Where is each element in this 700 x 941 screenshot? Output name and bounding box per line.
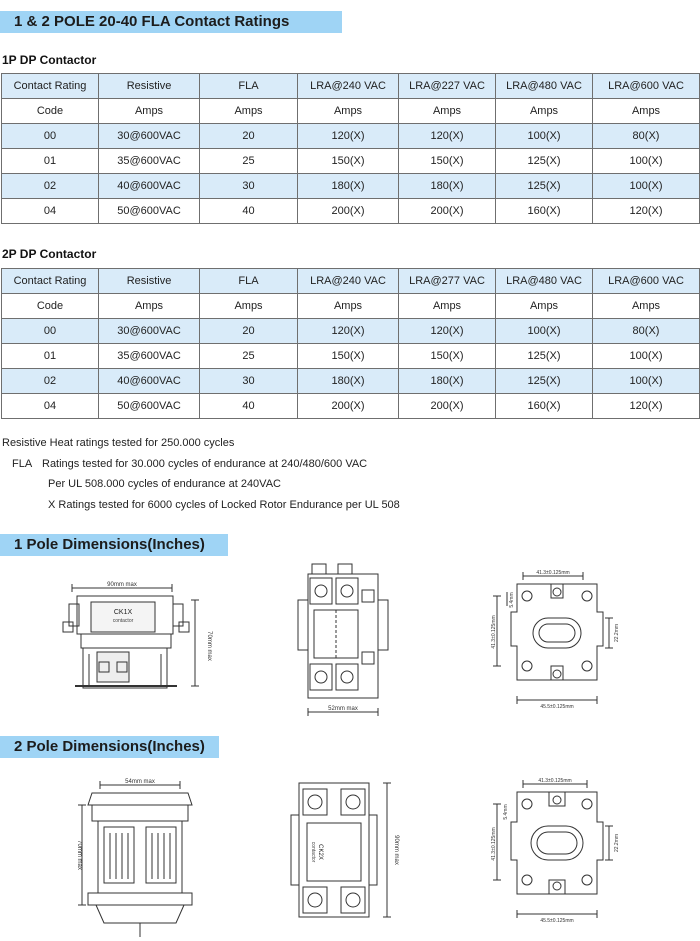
table-cell: Amps	[200, 99, 298, 124]
table-cell: 125(X)	[496, 149, 593, 174]
table-cell: 180(X)	[399, 369, 496, 394]
table-cell: 200(X)	[399, 394, 496, 419]
table-cell: 02	[2, 369, 99, 394]
dim-2p-base-left: 41.3±0.125mm	[491, 827, 497, 861]
dim-2p-base-right: 22.2mm	[614, 833, 620, 853]
table-cell: 120(X)	[399, 319, 496, 344]
table-cell: 30@600VAC	[99, 124, 200, 149]
table-cell: 125(X)	[496, 174, 593, 199]
table-units-row	[2, 294, 700, 319]
table-cell: 120(X)	[593, 394, 700, 419]
dim-1p-front-height: 70mm max	[206, 631, 212, 661]
note-resistive: Resistive Heat ratings tested for 250.000 cycles	[2, 437, 235, 449]
table-cell: 160(X)	[496, 199, 593, 224]
table-cell: 125(X)	[496, 344, 593, 369]
table-cell: Amps	[496, 294, 593, 319]
table-cell: Amps	[399, 294, 496, 319]
table-row	[2, 124, 700, 149]
table-cell: Amps	[99, 294, 200, 319]
table-cell: 50@600VAC	[99, 199, 200, 224]
table-cell: FLA	[200, 269, 298, 294]
dim-2p-base-top: 41.3±0.125mm	[538, 778, 572, 784]
table-cell: 35@600VAC	[99, 344, 200, 369]
table-cell: Resistive	[99, 269, 200, 294]
table-cell: Contact Rating	[2, 74, 99, 99]
drawing-2-pole-base	[487, 770, 622, 925]
table-cell: Amps	[200, 294, 298, 319]
table-cell: 30	[200, 174, 298, 199]
dim-2p-base-small: 5.4mm	[503, 804, 509, 820]
page-title: 1 & 2 POLE 20-40 FLA Contact Ratings	[0, 11, 342, 33]
table-cell: Amps	[298, 294, 399, 319]
table-cell: FLA	[200, 74, 298, 99]
drawing-1-pole-base	[487, 562, 622, 712]
table-cell: 25	[200, 149, 298, 174]
table-cell: 150(X)	[298, 149, 399, 174]
dim-1p-base-small: 5.4mm	[509, 592, 515, 608]
table-row	[2, 199, 700, 224]
dim-1p-base-right: 22.2mm	[614, 623, 620, 643]
table-cell: 125(X)	[496, 369, 593, 394]
table-header-row	[2, 74, 700, 99]
table-cell: 40	[200, 199, 298, 224]
notes	[2, 433, 400, 515]
table-cell: 100(X)	[593, 344, 700, 369]
note-fla-label: FLA	[12, 457, 33, 470]
table-cell: 100(X)	[496, 124, 593, 149]
table-cell: 100(X)	[593, 369, 700, 394]
table-cell: 30	[200, 369, 298, 394]
note-ul508: Per UL 508.000 cycles of endurance at 240VAC	[48, 478, 281, 490]
table-header-row	[2, 269, 700, 294]
dim-1p-base-left: 41.3±0.125mm	[491, 615, 497, 649]
note-locked-rotor: X Ratings tested for 6000 cycles of Locked Rotor Endurance per UL 508	[48, 498, 400, 511]
table-cell: Amps	[399, 99, 496, 124]
table-cell: 80(X)	[593, 124, 700, 149]
table-2p-ratings	[1, 268, 700, 419]
table-cell: 04	[2, 199, 99, 224]
table-cell: 120(X)	[593, 199, 700, 224]
table-cell: 40@600VAC	[99, 369, 200, 394]
table-cell: 200(X)	[298, 394, 399, 419]
table-cell: Contact Rating	[2, 269, 99, 294]
drawing-2-pole-top	[285, 775, 400, 925]
label-ck2x: CK2X	[317, 844, 323, 860]
table-cell: Code	[2, 294, 99, 319]
table-units-row	[2, 99, 700, 124]
section-1p-heading: 1P DP Contactor	[2, 53, 97, 67]
note-fla-text: Ratings tested for 30.000 cycles of endurance at 240/480/600 VAC	[42, 457, 368, 470]
label-ck1x-sub: contactor	[112, 618, 134, 624]
table-cell: 02	[2, 174, 99, 199]
table-cell: Amps	[99, 99, 200, 124]
label-ck2x-sub: contactor	[310, 841, 316, 863]
table-cell: 180(X)	[399, 174, 496, 199]
table-cell: 20	[200, 319, 298, 344]
label-ck1x: CK1X	[113, 609, 133, 616]
table-cell: 180(X)	[298, 369, 399, 394]
dim-1p-top-width: 52mm max	[328, 706, 358, 712]
dims-2-pole-heading: 2 Pole Dimensions(Inches)	[0, 736, 219, 758]
table-cell: 80(X)	[593, 319, 700, 344]
table-cell: LRA@240 VAC	[298, 269, 399, 294]
table-cell: 50@600VAC	[99, 394, 200, 419]
table-cell: 120(X)	[298, 124, 399, 149]
table-cell: 180(X)	[298, 174, 399, 199]
table-cell: 100(X)	[496, 319, 593, 344]
table-cell: LRA@600 VAC	[593, 269, 700, 294]
table-row	[2, 394, 700, 419]
table-cell: 40	[200, 394, 298, 419]
table-cell: Resistive	[99, 74, 200, 99]
table-row	[2, 344, 700, 369]
note-fla	[2, 454, 400, 475]
table-cell: 40@600VAC	[99, 174, 200, 199]
table-cell: LRA@240 VAC	[298, 74, 399, 99]
table-cell: Amps	[593, 294, 700, 319]
table-cell: 25	[200, 344, 298, 369]
table-row	[2, 319, 700, 344]
table-cell: 200(X)	[399, 199, 496, 224]
table-cell: LRA@480 VAC	[496, 74, 593, 99]
table-cell: 35@600VAC	[99, 149, 200, 174]
table-cell: Amps	[593, 99, 700, 124]
dim-2p-top-height: 90mm max	[393, 835, 399, 865]
table-cell: 160(X)	[496, 394, 593, 419]
section-2p-heading: 2P DP Contactor	[2, 247, 97, 261]
table-cell: LRA@480 VAC	[496, 269, 593, 294]
dim-2p-side-height: 70mm max	[76, 840, 82, 870]
table-cell: 01	[2, 149, 99, 174]
table-cell: 120(X)	[298, 319, 399, 344]
table-cell: 04	[2, 394, 99, 419]
table-cell: 30@600VAC	[99, 319, 200, 344]
drawing-1-pole-top	[288, 560, 403, 720]
table-cell: 150(X)	[298, 344, 399, 369]
table-cell: 200(X)	[298, 199, 399, 224]
table-cell: 20	[200, 124, 298, 149]
table-cell: 01	[2, 344, 99, 369]
dim-1p-front-width: 90mm max	[107, 582, 137, 588]
table-cell: 100(X)	[593, 149, 700, 174]
table-cell: 150(X)	[399, 149, 496, 174]
dim-2p-side-width: 54mm max	[125, 779, 155, 785]
table-cell: 00	[2, 319, 99, 344]
table-cell: 00	[2, 124, 99, 149]
table-cell: LRA@600 VAC	[593, 74, 700, 99]
dim-2p-base-bottom: 45.5±0.125mm	[540, 918, 574, 924]
table-cell: Amps	[496, 99, 593, 124]
table-cell: 120(X)	[399, 124, 496, 149]
table-cell: LRA@277 VAC	[399, 269, 496, 294]
table-row	[2, 149, 700, 174]
drawing-1-pole-front	[55, 578, 215, 696]
table-row	[2, 369, 700, 394]
dim-1p-base-bottom: 45.5±0.125mm	[540, 704, 574, 710]
dims-1-pole-heading: 1 Pole Dimensions(Inches)	[0, 534, 228, 556]
table-cell: 150(X)	[399, 344, 496, 369]
table-cell: 100(X)	[593, 174, 700, 199]
table-cell: Amps	[298, 99, 399, 124]
table-cell: Code	[2, 99, 99, 124]
table-cell: LRA@227 VAC	[399, 74, 496, 99]
table-1p-ratings	[1, 73, 700, 224]
table-row	[2, 174, 700, 199]
dim-1p-base-top: 41.3±0.125mm	[536, 570, 570, 576]
drawing-2-pole-side	[70, 775, 210, 940]
